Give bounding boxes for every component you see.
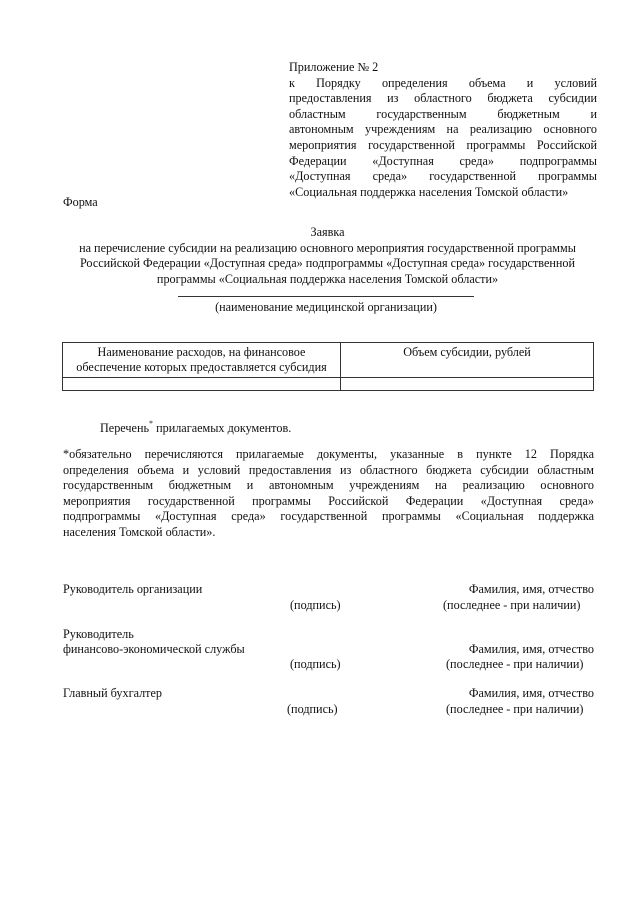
org-name-caption: (наименование медицинской организации) xyxy=(215,300,437,314)
footnote xyxy=(63,447,594,540)
annex-line: областным государственным бюджетным и xyxy=(289,106,597,121)
head-signature-label: (подпись) xyxy=(290,598,341,612)
finance-role-line1: Руководитель xyxy=(63,627,134,641)
annex-title: Приложение № 2 xyxy=(289,60,379,74)
expense-name-cell xyxy=(63,378,341,391)
head-name-note: (последнее - при наличии) xyxy=(443,598,581,612)
subsidy-amount-header: Объем субсидии, рублей xyxy=(341,343,594,378)
footnote-marker: * xyxy=(149,419,154,428)
accountant-signature-label: (подпись) xyxy=(287,702,338,716)
finance-signature-label: (подпись) xyxy=(290,657,341,671)
footnote-line: населения Томской области». xyxy=(63,524,216,539)
subsidy-amount-cell xyxy=(341,378,594,391)
request-heading xyxy=(40,225,615,287)
footnote-line: определения объема и условий предоставления из областного бюджета субсидии областным xyxy=(63,462,594,477)
request-title: Заявка xyxy=(310,225,345,239)
annex-line: автономным учреждениям на реализацию основного xyxy=(289,122,597,137)
attachments-line xyxy=(100,421,291,436)
footnote-line: государственным бюджетным и автономным учреждениям на реализацию основного xyxy=(63,478,594,492)
finance-name-note: (последнее - при наличии) xyxy=(446,657,584,671)
table-header-row xyxy=(63,343,594,378)
accountant-name-note: (последнее - при наличии) xyxy=(446,702,584,716)
annex-line: «Социальная поддержка населения Томской области» xyxy=(289,184,569,199)
head-name-label: Фамилия, имя, отчество xyxy=(468,582,594,596)
footnote-line: подпрограммы «Доступная среда» государственной программы «Социальная поддержка xyxy=(63,509,594,523)
footnote-line: мероприятия государственной программы Российской Федерации «Доступная среда» xyxy=(63,493,594,508)
attachments-text: Перечень xyxy=(100,421,150,435)
head-role: Руководитель организации xyxy=(63,582,203,596)
finance-role-line2: финансово-экономической службы xyxy=(63,642,245,656)
annex-line: к Порядку определения объема и условий xyxy=(289,75,597,90)
attachments-text: прилагаемых документов. xyxy=(153,421,292,435)
accountant-name-label: Фамилия, имя, отчество xyxy=(468,686,594,700)
request-subtitle-line: программы «Социальная поддержка населения Томской области» xyxy=(156,271,499,286)
subsidy-table xyxy=(62,342,594,391)
annex-line: Федерации «Доступная среда» подпрограммы xyxy=(289,153,597,168)
request-subtitle-line: Российской Федерации «Доступная среда» подпрограммы «Доступная среда» государственной xyxy=(79,256,576,270)
request-subtitle-line: на перечисление субсидии на реализацию основного мероприятия государственной программы xyxy=(79,240,576,255)
org-name-underline xyxy=(178,296,474,297)
form-label: Форма xyxy=(63,195,98,209)
annex-line: мероприятия государственной программы Российской xyxy=(289,137,597,152)
annex-line: предоставления из областного бюджета субсидии xyxy=(289,91,597,106)
footnote-line: *обязательно перечисляются прилагаемые документы, указанные в пункте 12 Порядка xyxy=(63,447,594,461)
accountant-role: Главный бухгалтер xyxy=(63,686,163,700)
annex-line: «Доступная среда» государственной программы xyxy=(289,169,597,184)
expense-name-header: Наименование расходов, на финансовое обеспечение которых предоставляется субсидия xyxy=(63,343,341,378)
finance-name-label: Фамилия, имя, отчество xyxy=(468,642,594,656)
annex-block xyxy=(289,60,597,200)
table-row xyxy=(63,378,594,391)
